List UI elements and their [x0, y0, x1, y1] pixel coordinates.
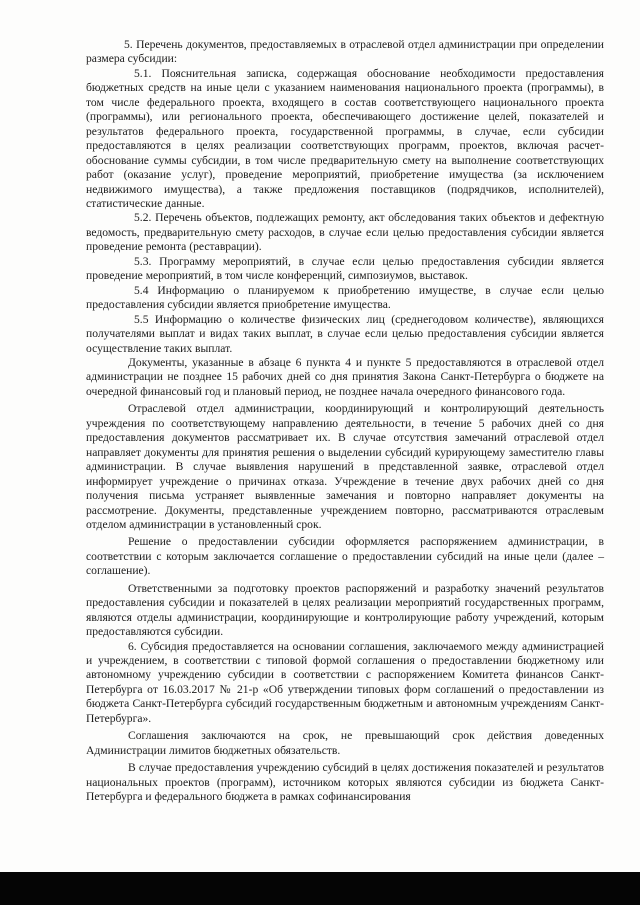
paragraph-5-5: 5.5 Информацию о количестве физических лиц (среднегодовом количестве), являющихся получателями выплат и видах таких выплат, в случае если целью предоставления субсидии является осуществление таких выплат.: [86, 312, 604, 355]
paragraph-6: 6. Субсидия предоставляется на основании соглашения, заключаемого между администрацией и учреждением, в соответствии с типовой формой соглашения о предоставлении бюджетному или автономному учреждению субсидии в соответствии с распоряжением Комитета финансов Санкт-Петербурга от 16.03.2017 № 21-р «Об утверждении типовых форм соглашений о предоставлении из бюджета Санкт-Петербурга субсидий государственным бюджетным и автономным учреждениям Санкт-Петербурга».: [86, 639, 604, 725]
paragraph-documents-deadline: Документы, указанные в абзаце 6 пункта 4 и пункте 5 предоставляются в отраслевой отдел администрации не позднее 15 рабочих дней со дня принятия Закона Санкт-Петербурга о бюджете на очередной финансовый год и плановый период, не позднее начала очередного финансового года.: [86, 355, 604, 398]
paragraph-5: 5. Перечень документов, предоставляемых в отраслевой отдел администрации при определении размера субсидии:: [86, 38, 604, 66]
paragraph-review-procedure: Отраслевой отдел администрации, координирующий и контролирующий деятельность учреждения по соответствующему направлению деятельности, в течение 5 рабочих дней со дня предоставления документов рассматривает их. В случае отсутствия замечаний отраслевой отдел направляет документы для принятия решения о выделении субсидий курирующему заместителю главы администрации. В случае выявления нарушений в представленной заявке, отраслевой отдел информирует учреждение о причинах отказа. Учреждение в течение двух рабочих дней со дня получения письма устраняет выявленные замечания и повторно направляет документы на рассмотрение. Документы, представленные учреждением повторно, рассматриваются отраслевым отделом администрации в установленный срок.: [86, 402, 604, 531]
document-body: [86, 38, 604, 805]
paragraph-national-projects: В случае предоставления учреждению субсидий в целях достижения показателей и результатов национальных проектов (программ), источником которых являются субсидии из бюджета Санкт-Петербурга и федерального бюджета в рамках софинансирования: [86, 761, 604, 804]
scan-bottom-edge: [0, 872, 640, 905]
paragraph-agreement-term: Соглашения заключаются на срок, не превышающий срок действия доведенных Администрации лимитов бюджетных обязательств.: [86, 729, 604, 757]
paragraph-decision: Решение о предоставлении субсидии оформляется распоряжением администрации, в соответствии с которым заключается соглашение о предоставлении субсидий на иные цели (далее – соглашение).: [86, 535, 604, 578]
paragraph-5-4: 5.4 Информацию о планируемом к приобретению имуществе, в случае если целью предоставления субсидии является приобретение имущества.: [86, 283, 604, 312]
paragraph-5-1: 5.1. Пояснительная записка, содержащая обоснование необходимости предоставления бюджетных средств на иные цели с указанием наименования национального проекта (программы), в том числе федерального проекта, входящего в состав соответствующего национального проекта (программы), или регионального проекта, обеспечивающего достижение целей, показателей и результатов федерального проекта, государственной программы, в случае, если субсидии предоставляются в целях реализации соответствующих программ, проектов, включая расчет-обоснование суммы субсидии, в том числе предварительную смету на выполнение соответствующих работ (оказание услуг), проведение мероприятий, приобретение имущества (за исключением недвижимого имущества), а также предложения поставщиков (подрядчиков, исполнителей), статистические данные.: [86, 66, 604, 210]
paragraph-5-3: 5.3. Программу мероприятий, в случае если целью предоставления субсидии является проведение мероприятий, в том числе конференций, симпозиумов, выставок.: [86, 254, 604, 283]
paragraph-responsibility: Ответственными за подготовку проектов распоряжений и разработку значений результатов предоставления субсидии и показателей в целях реализации мероприятий государственных программ, являются отделы администрации, координирующие и контролирующие работу учреждений, которым предоставляются субсидии.: [86, 581, 604, 639]
paragraph-5-2: 5.2. Перечень объектов, подлежащих ремонту, акт обследования таких объектов и дефектную ведомость, предварительную смету расходов, в случае если целью предоставления субсидии является проведение ремонта (реставрации).: [86, 211, 604, 254]
